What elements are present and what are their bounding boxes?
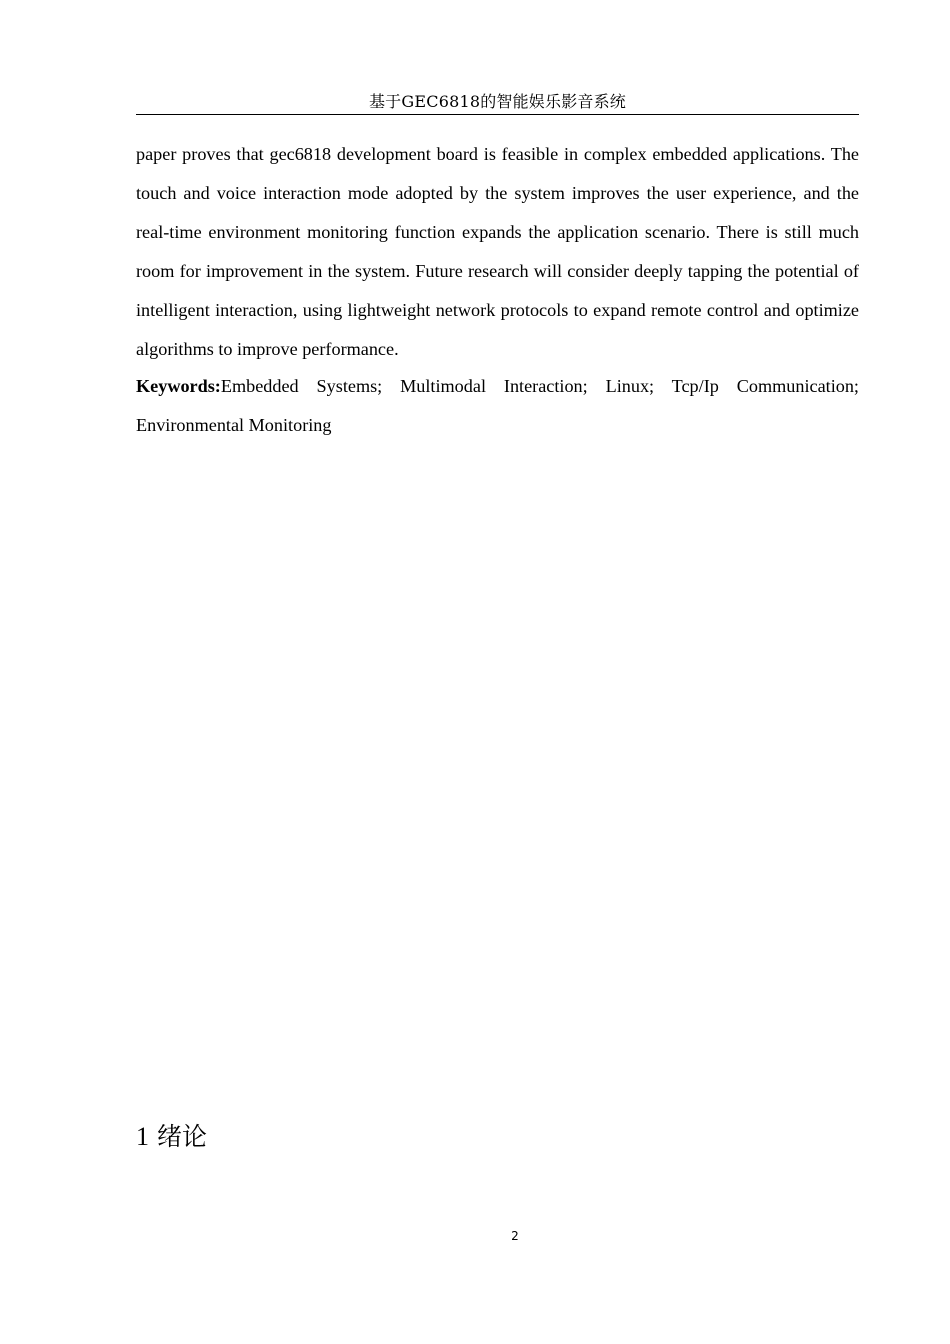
running-header bbox=[136, 90, 859, 115]
abstract-paragraph: paper proves that gec6818 development board is feasible in complex embedded applications. The touch and voice interaction mode adopted by the system improves the user experience, and the real-time environment monitoring function expands the application scenario. There is still much room for improvement in the system. Future research will consider deeply tapping the potential of intelligent interaction, using lightweight network protocols to expand remote control and optimize algorithms to improve performance. bbox=[136, 144, 859, 359]
section-heading bbox=[136, 1117, 207, 1157]
section-number: 1 bbox=[136, 1122, 149, 1151]
keywords-line bbox=[136, 367, 859, 444]
keywords-text: Embedded Systems; Multimodal Interaction; Linux; Tcp/Ip Communication; Environmental Monitoring bbox=[136, 376, 859, 435]
running-header-title: 基于GEC6818的智能娱乐影音系统 bbox=[368, 92, 627, 111]
keywords-label: Keywords: bbox=[136, 376, 221, 396]
page-number: 2 bbox=[511, 1229, 519, 1243]
abstract-english bbox=[136, 135, 859, 444]
section-title: 绪论 bbox=[156, 1122, 207, 1151]
